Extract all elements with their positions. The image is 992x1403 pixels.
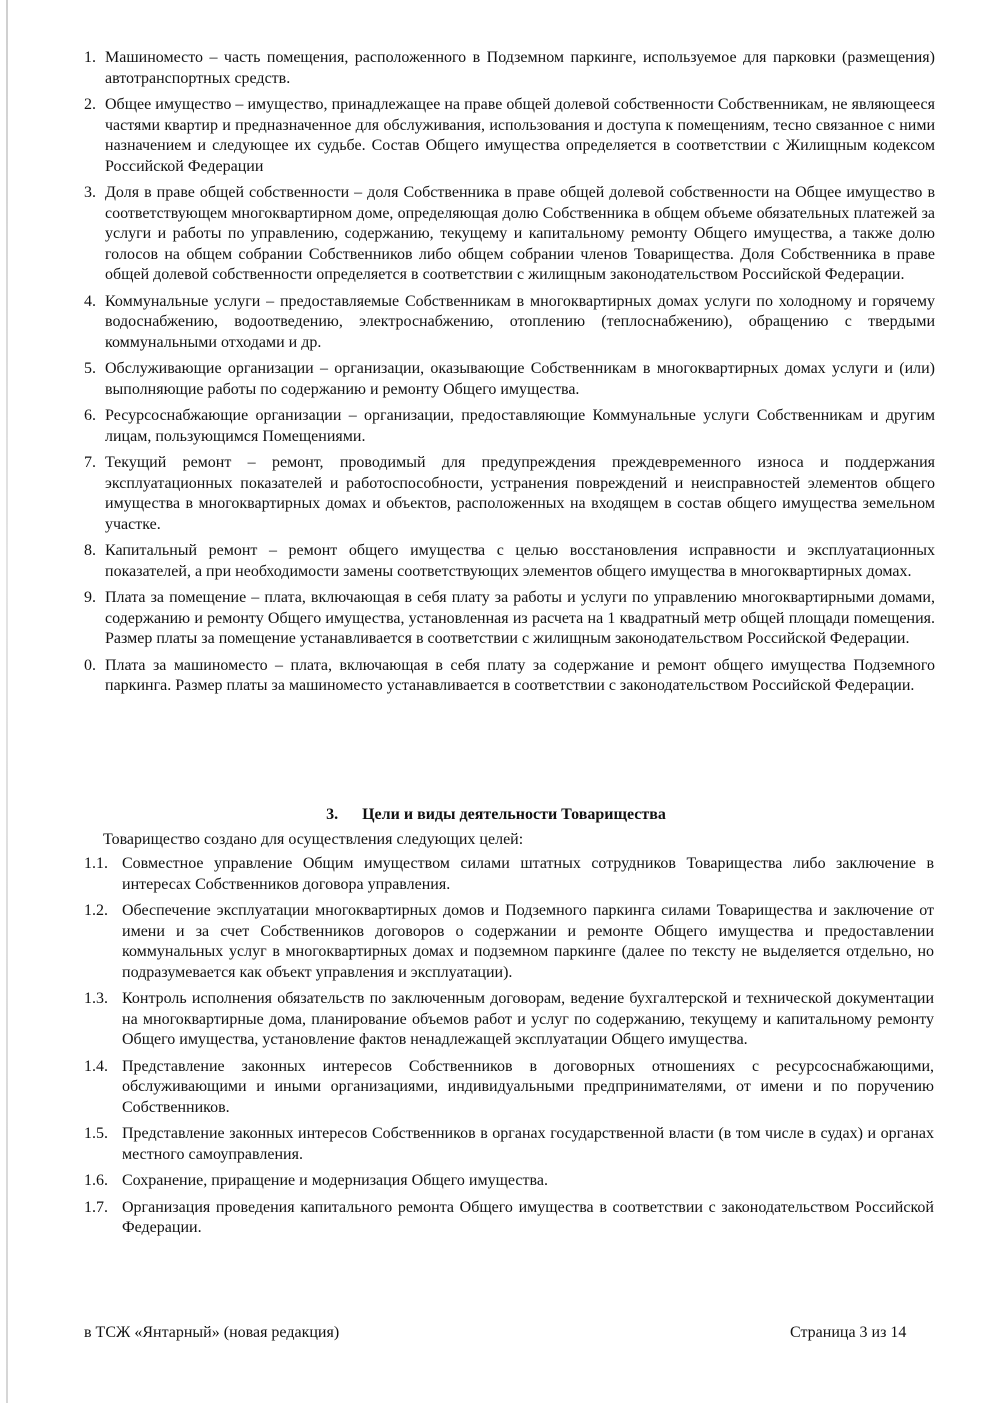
item-number: 1.6.: [84, 1172, 108, 1189]
footer-document-title: в ТСЖ «Янтарный» (новая редакция): [84, 1324, 340, 1341]
item-text: Доля в праве общей собственности – доля Собственника в праве общей долевой собственности на Общее имущество в соответствующем многоквартирном доме, определяющая долю Собственника в общем объеме обязательных платежей за услуги и работы по управлению, содержанию, текущему и капитальному ремонту Общего имущества, а также долю голосов на общем собрании Собственников либо общем собрании членов Товарищества. Доля Собственника в праве общей долевой собственности определяется в соответствии с жилищным законодательством Российской Федерации.: [105, 184, 935, 283]
list-item: [0, 541, 992, 582]
list-item: [0, 1171, 992, 1192]
item-text: Капитальный ремонт – ремонт общего имущества с целью восстановления исправности и эксплуатационных показателей, а при необходимости замены соответствующих элементов общего имущества в многоквартирных домах.: [105, 542, 935, 580]
list-item: [0, 406, 992, 447]
section-title: Цели и виды деятельности Товарищества: [362, 806, 666, 823]
item-text: Сохранение, приращение и модернизация Общего имущества.: [122, 1172, 548, 1189]
item-number: 5.: [84, 360, 96, 377]
item-text: Ресурсоснабжающие организации – организации, предоставляющие Коммунальные услуги Собственникам и другим лицам, пользующимся Помещениями.: [105, 407, 935, 445]
item-text: Обслуживающие организации – организации, оказывающие Собственникам в многоквартирных домах услуги и (или) выполняющие работы по содержанию и ремонту Общего имущества.: [105, 360, 935, 398]
list-item: [0, 95, 992, 177]
item-number: 1.1.: [84, 855, 108, 872]
item-number: 2.: [84, 96, 96, 113]
item-text: Организация проведения капитального ремонта Общего имущества в соответствии с законодательством Российской Федерации.: [122, 1198, 934, 1236]
list-item: [0, 183, 992, 286]
item-text: Плата за машиноместо – плата, включающая в себя плату за содержание и ремонт общего имущества Подземного паркинга. Размер платы за машиноместо устанавливается в соответствии с законодательством Российской Федерации.: [105, 656, 935, 694]
definitions-list: [0, 48, 992, 703]
list-item: [0, 453, 992, 535]
section-intro: Товарищество создано для осуществления следующих целей:: [103, 830, 524, 848]
list-item: [0, 588, 992, 650]
item-number: 0.: [84, 656, 96, 674]
list-item: [0, 1124, 992, 1165]
item-number: 7.: [84, 454, 96, 471]
list-item: [0, 656, 992, 697]
list-item: [0, 292, 992, 354]
item-number: 6.: [84, 407, 96, 424]
list-item: [0, 48, 992, 89]
section-number: 3.: [326, 806, 339, 823]
item-number: 8.: [84, 542, 96, 559]
item-number: 1.3.: [84, 990, 108, 1007]
item-number: 1.2.: [84, 902, 108, 919]
item-text: Текущий ремонт – ремонт, проводимый для предупреждения преждевременного износа и поддержания эксплуатационных показателей и работоспособности, устранения повреждений и неисправностей элементов общего имущества в многоквартирных домах и объектов, расположенных на входящем в состав общего имущества земельном участке.: [105, 454, 935, 533]
item-number: 3.: [84, 184, 96, 201]
list-item: [0, 854, 992, 895]
item-text: Плата за помещение – плата, включающая в себя плату за работы и услуги по управлению многоквартирными домами, содержанию и ремонту Общего имущества, установленная из расчета на 1 квадратный метр общей площади помещения. Размер платы за помещение устанавливается в соответствии с жилищным законодательством Российской Федерации.: [105, 589, 935, 647]
item-text: Контроль исполнения обязательств по заключенным договорам, ведение бухгалтерской и технической документации на многоквартирные дома, планирование объемов работ и услуг по содержанию, текущему и капитальному ремонту Общего имущества, установление фактов ненадлежащей эксплуатации Общего имущества.: [122, 990, 934, 1048]
item-text: Общее имущество – имущество, принадлежащее на праве общей долевой собственности Собственникам, не являющееся частями квартир и предназначенное для обслуживания, использования и доступа к помещениям, тесно связанное с ними назначением и следующее их судьбе. Состав Общего имущества определяется в соответствии с Жилищным кодексом Российской Федерации: [105, 96, 935, 175]
section-heading: [0, 805, 992, 826]
item-text: Машиноместо – часть помещения, расположенного в Подземном паркинге, используемое для парковки (размещения) автотранспортных средств.: [105, 49, 935, 87]
list-item: [0, 1198, 992, 1239]
item-number: 4.: [84, 292, 96, 310]
list-item: [0, 359, 992, 400]
item-text: Совместное управление Общим имуществом силами штатных сотрудников Товарищества либо заключение в интересах Собственников договора управления.: [122, 855, 934, 893]
item-text: Обеспечение эксплуатации многоквартирных домов и Подземного паркинга силами Товарищества и заключение от имени и за счет Собственников договоров о содержании и ремонте Общего имущества и предоставлении коммунальных услуг в многоквартирных домах и подземном паркинге (далее по тексту не выделяется отдельно, но подразумевается как объект управления и эксплуатации).: [122, 902, 934, 981]
item-text: Представление законных интересов Собственников в договорных отношениях с ресурсоснабжающими, обслуживающими и иными организациями, индивидуальными предпринимателями, от имени и по поручению Собственников.: [122, 1057, 934, 1116]
list-item: [0, 901, 992, 983]
section-goals: [0, 805, 992, 1245]
list-item: [0, 989, 992, 1051]
item-text: Представление законных интересов Собственников в органах государственной власти (в том числе в судах) и органах местного самоуправления.: [122, 1125, 934, 1163]
item-number: 1.4.: [84, 1057, 108, 1075]
item-number: 1.5.: [84, 1125, 108, 1142]
item-number: 9.: [84, 589, 96, 606]
item-text: Коммунальные услуги – предоставляемые Собственникам в многоквартирных домах услуги по холодному и горячему водоснабжению, водоотведению, электроснабжению, отоплению (теплоснабжению), обращению с твердыми коммунальными отходами и др.: [105, 292, 935, 351]
item-number: 1.7.: [84, 1198, 108, 1216]
list-item: [0, 1057, 992, 1119]
item-number: 1.: [84, 49, 96, 66]
footer-page-number: Страница 3 из 14: [790, 1324, 907, 1341]
